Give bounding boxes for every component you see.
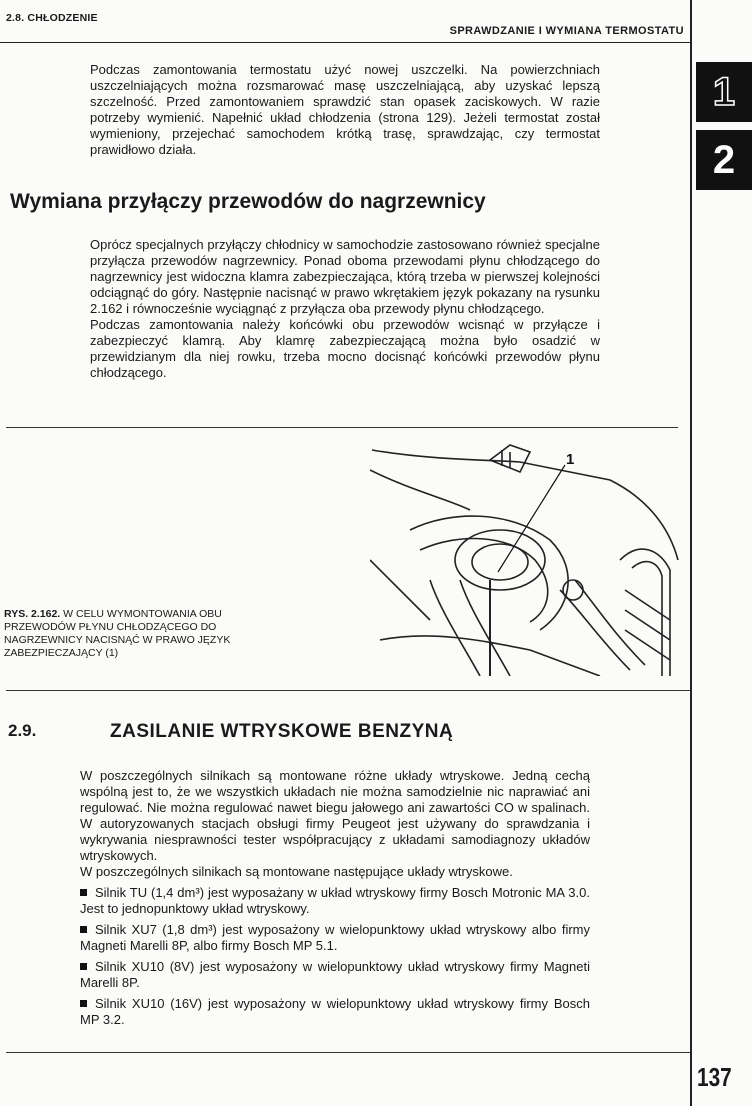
margin-rule — [690, 0, 692, 1106]
heater-text — [90, 237, 600, 381]
bullet-square-icon — [80, 1000, 87, 1007]
section-number: 2.9. — [8, 721, 37, 740]
bullet-item: Silnik XU10 (8V) jest wyposażony w wielopunktowy układ wtryskowy firmy Magneti Marelli 8P. — [80, 959, 590, 990]
bullet-square-icon — [80, 926, 87, 933]
bullet-square-icon — [80, 963, 87, 970]
heater-paragraph-2: Podczas zamontowania należy końcówki obu przewodów wcisnąć w przyłącze i zabezpieczyć klamrą. Aby klamrę zabezpieczającą można było osadzić w przewidzianym dla niej rowku, trzeba mocno docisnąć końcówki przewodów płynu chłodzącego. — [90, 317, 600, 380]
section-title: ZASILANIE WTRYSKOWE BENZYNĄ — [110, 721, 454, 742]
running-header-topic: SPRAWDZANIE I WYMIANA TERMOSTATU — [449, 25, 684, 37]
heater-paragraph-1: Oprócz specjalnych przyłączy chłodnicy w samochodzie zastosowano również specjalne przyłącza przewodów nagrzewnicy. Ponad oboma przewodami płynu chłodzącego do nagrzewnicy jest widoczna klamra zabezpieczająca, którą trzeba w pierwszej kolejności odciągnąć do góry. Następnie nacisnąć w prawo wkrętakiem język pokazany na rysunku 2.162 i równocześnie wyciągnąć z przyłącza oba przewody płynu chłodzącego. — [90, 237, 600, 316]
figure-callout-1: 1 — [566, 451, 575, 468]
injection-paragraph-1: W poszczególnych silnikach są montowane różne układy wtryskowe. Jedną cechą wspólną jest to, że we wszystkich układach nie można samodzielnie nic naprawiać ani regulować. Nie można regulować nawet biegu jałowego ani zawartości CO w spalinach. W autoryzowanych stacjach obsługi firmy Peugeot jest używany do sprawdzania i wykrywania niesprawności tester współpracujący z układami samodiagnozy układów wtryskowych. — [80, 768, 590, 863]
heater-hose-heading: Wymiana przyłączy przewodów do nagrzewnicy — [10, 190, 486, 213]
figure-top-rule — [6, 427, 678, 428]
injection-text — [80, 768, 590, 1028]
figure-caption — [4, 608, 276, 660]
bullet-item: Silnik TU (1,4 dm³) jest wyposażany w układ wtryskowy firmy Bosch Motronic MA 3.0. Jest to jednopunktowy układ wtryskowy. — [80, 885, 590, 916]
bullet-square-icon — [80, 889, 87, 896]
bullet-item: Silnik XU7 (1,8 dm³) jest wyposażony w wielopunktowy układ wtryskowy albo firmy Magneti Marelli 8P, albo firmy Bosch MP 5.1. — [80, 922, 590, 953]
page-number: 137 — [697, 1062, 732, 1092]
running-header-section: 2.8. CHŁODZENIE — [6, 12, 98, 24]
footer-rule — [6, 1052, 690, 1053]
figure-caption-text: W CELU WYMONTOWANIA OBU PRZEWODÓW PŁYNU CHŁODZĄCEGO DO NAGRZEWNICY NACISNĄĆ W PRAWO JĘZYK ZABEZPIECZAJĄCY (1) — [4, 608, 231, 659]
bullet-item: Silnik XU10 (16V) jest wyposażony w wielopunktowy układ wtryskowy firmy Bosch MP 3.2. — [80, 996, 590, 1027]
figure-bottom-rule — [6, 690, 690, 691]
injection-paragraph-2: W poszczególnych silnikach są montowane następujące układy wtryskowe. — [80, 864, 513, 879]
heater-hose-connector-illustration — [370, 440, 682, 676]
chapter-tab-2[interactable]: 2 — [696, 130, 752, 190]
header-rule — [0, 42, 690, 43]
figure-label: RYS. 2.162. — [4, 608, 61, 620]
chapter-tab-1[interactable]: 1 — [696, 62, 752, 122]
intro-paragraph: Podczas zamontowania termostatu użyć nowej uszczelki. Na powierzchniach uszczelniających można rozsmarować masę uszczelniającą, aby uzyskać lepszą szczelność. Przed zamontowaniem sprawdzić stan opasek zaciskowych. W razie potrzeby wymienić. Napełnić układ chłodzenia (strona 129). Jeżeli termostat został wymieniony, przejechać samochodem krótką trasę, sprawdzając, czy termostat prawidłowo działa. — [90, 62, 600, 157]
